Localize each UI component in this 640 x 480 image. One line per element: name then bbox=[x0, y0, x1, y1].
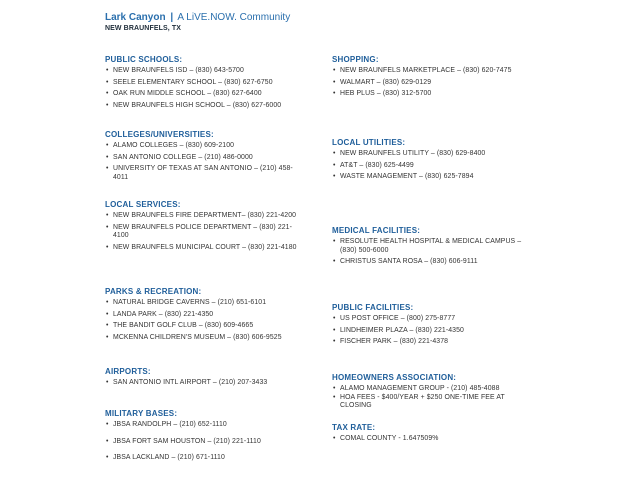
list-item: • HEB PLUS – (830) 312-5700 bbox=[332, 90, 532, 99]
title-separator: | bbox=[170, 12, 174, 23]
section-heading: MILITARY BASES: bbox=[105, 409, 178, 418]
section-public-facilities bbox=[332, 303, 532, 373]
list-item: • RESOLUTE HEALTH HOSPITAL & MEDICAL CAMPUS – (830) 500-6000 bbox=[332, 238, 532, 255]
location-label: NEW BRAUNFELS, TX bbox=[105, 25, 181, 32]
contact-list bbox=[105, 67, 305, 110]
contact-list bbox=[332, 238, 532, 267]
section-colleges bbox=[105, 130, 305, 200]
list-item: • SAN ANTONIO INTL AIRPORT – (210) 207-3433 bbox=[105, 379, 305, 388]
right-column bbox=[332, 55, 532, 447]
list-item: • OAK RUN MIDDLE SCHOOL – (830) 627-6400 bbox=[105, 90, 305, 99]
section-heading: LOCAL UTILITIES: bbox=[332, 138, 406, 147]
contact-list bbox=[105, 142, 305, 182]
contact-list bbox=[332, 150, 532, 182]
section-heading: HOMEOWNERS ASSOCIATION: bbox=[332, 373, 457, 382]
section-heading: TAX RATE: bbox=[332, 423, 376, 432]
contact-list bbox=[105, 299, 305, 342]
list-item: • MCKENNA CHILDREN'S MUSEUM – (830) 606-9525 bbox=[105, 334, 305, 343]
document-header bbox=[105, 11, 290, 32]
contact-list bbox=[332, 315, 532, 347]
list-item: • JBSA RANDOLPH – (210) 652-1110 bbox=[105, 421, 305, 430]
list-item: • ALAMO MANAGEMENT GROUP - (210) 485-4088 bbox=[332, 385, 532, 394]
community-tagline: A LiVE.NOW. Community bbox=[177, 12, 291, 23]
list-item: • NATURAL BRIDGE CAVERNS – (210) 651-6101 bbox=[105, 299, 305, 308]
list-item: • NEW BRAUNFELS MARKETPLACE – (830) 620-7475 bbox=[332, 67, 532, 76]
list-item: • JBSA FORT SAM HOUSTON – (210) 221-1110 bbox=[105, 438, 305, 447]
section-public-schools bbox=[105, 55, 305, 130]
left-column bbox=[105, 55, 305, 466]
list-item: • AT&T – (830) 625-4499 bbox=[332, 162, 532, 171]
list-item: • HOA FEES - $400/YEAR + $250 ONE-TIME FEE AT CLOSING bbox=[332, 394, 532, 411]
list-item: • ALAMO COLLEGES – (830) 609-2100 bbox=[105, 142, 305, 151]
contact-list bbox=[332, 385, 532, 411]
section-local-utilities bbox=[332, 138, 532, 226]
section-heading: PUBLIC SCHOOLS: bbox=[105, 55, 183, 64]
section-heading: LOCAL SERVICES: bbox=[105, 200, 181, 209]
list-item: • UNIVERSITY OF TEXAS AT SAN ANTONIO – (210) 458-4011 bbox=[105, 165, 305, 182]
list-item: • NEW BRAUNFELS HIGH SCHOOL – (830) 627-6000 bbox=[105, 102, 305, 111]
section-military-bases bbox=[105, 409, 305, 463]
section-heading: AIRPORTS: bbox=[105, 367, 151, 376]
list-item: • LINDHEIMER PLAZA – (830) 221-4350 bbox=[332, 327, 532, 336]
section-heading: COLLEGES/UNIVERSITIES: bbox=[105, 130, 214, 139]
list-item: • NEW BRAUNFELS ISD – (830) 643-5700 bbox=[105, 67, 305, 76]
list-item: • NEW BRAUNFELS POLICE DEPARTMENT – (830) 221-4100 bbox=[105, 224, 305, 241]
section-homeowners-association bbox=[332, 373, 532, 423]
list-item: • US POST OFFICE – (800) 275-8777 bbox=[332, 315, 532, 324]
list-item: • SAN ANTONIO COLLEGE – (210) 486-0000 bbox=[105, 154, 305, 163]
list-item: • LANDA PARK – (830) 221-4350 bbox=[105, 311, 305, 320]
list-item: • WALMART – (830) 629-0129 bbox=[332, 79, 532, 88]
list-item: • JBSA LACKLAND – (210) 671-1110 bbox=[105, 454, 305, 463]
community-name: Lark Canyon bbox=[105, 12, 166, 23]
list-item: • NEW BRAUNFELS UTILITY – (830) 629-8400 bbox=[332, 150, 532, 159]
section-shopping bbox=[332, 55, 532, 138]
title-line bbox=[105, 11, 290, 24]
contact-list bbox=[105, 379, 305, 388]
section-airports bbox=[105, 367, 305, 409]
section-local-services bbox=[105, 200, 305, 287]
list-item: • CHRISTUS SANTA ROSA – (830) 606-9111 bbox=[332, 258, 532, 267]
section-tax-rate bbox=[332, 423, 532, 444]
section-heading: MEDICAL FACILITIES: bbox=[332, 226, 421, 235]
list-item: • COMAL COUNTY - 1.647509% bbox=[332, 435, 532, 444]
list-item: • NEW BRAUNFELS FIRE DEPARTMENT– (830) 221-4200 bbox=[105, 212, 305, 221]
contact-list bbox=[332, 435, 532, 444]
section-medical-facilities bbox=[332, 226, 532, 303]
contact-list bbox=[332, 67, 532, 99]
section-heading: PUBLIC FACILITIES: bbox=[332, 303, 414, 312]
contact-list bbox=[105, 212, 305, 252]
list-item: • NEW BRAUNFELS MUNICIPAL COURT – (830) 221-4180 bbox=[105, 244, 305, 253]
list-item: • THE BANDIT GOLF CLUB – (830) 609-4665 bbox=[105, 322, 305, 331]
list-item: • WASTE MANAGEMENT – (830) 625-7894 bbox=[332, 173, 532, 182]
list-item: • SEELE ELEMENTARY SCHOOL – (830) 627-6750 bbox=[105, 79, 305, 88]
section-parks-recreation bbox=[105, 287, 305, 367]
section-heading: PARKS & RECREATION: bbox=[105, 287, 202, 296]
list-item: • FISCHER PARK – (830) 221-4378 bbox=[332, 338, 532, 347]
section-heading: SHOPPING: bbox=[332, 55, 379, 64]
contact-list bbox=[105, 421, 305, 463]
